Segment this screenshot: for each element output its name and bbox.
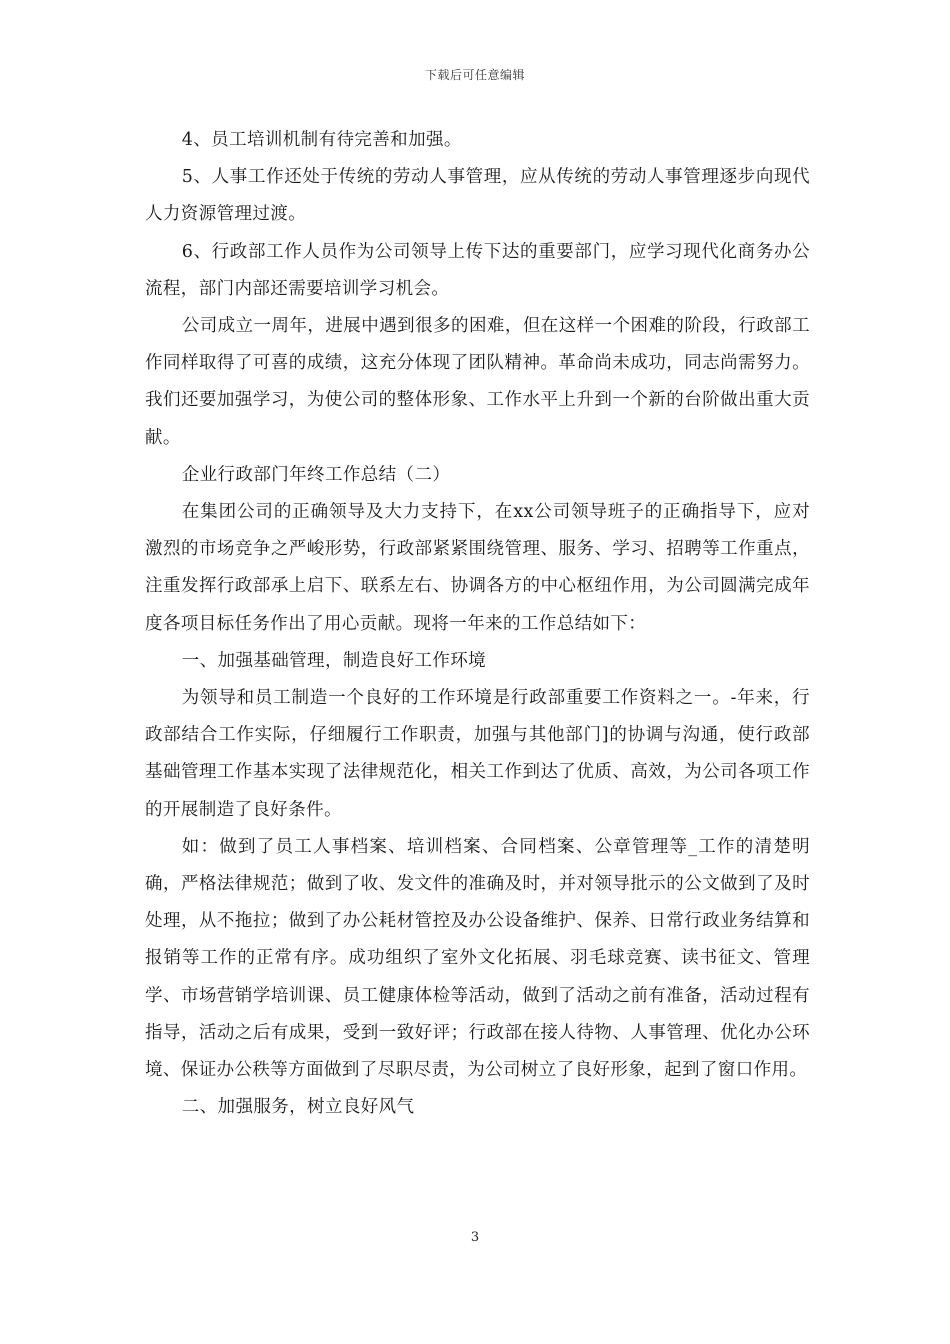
paragraph-item-4: 4、员工培训机制有待完善和加强。	[181, 130, 462, 150]
paragraph-item-6: 6、行政部工作人员作为公司领导上传下达的重要部门，应学习现代化商务办公流程，部门内部还需要培训学习机会。	[145, 241, 810, 299]
heading-section-2: 二、加强服务，树立良好风气	[181, 1097, 415, 1118]
paragraph-section-1-body: 为领导和员工制造一个良好的工作环境是行政部重要工作资料之一。-年来，行政部结合工作实际，仔细履行工作职责，加强与其他部门]的协调与沟通，使行政部基础管理工作基本实现了法律规范化，相关工作到达了优质、高效，为公司各项工作的开展制造了良好条件。	[145, 688, 810, 820]
heading-section-1: 一、加强基础管理，制造良好工作环境	[181, 650, 487, 671]
page-header: 下载后可任意编辑	[424, 68, 525, 82]
paragraph-intro: 在集团公司的正确领导及大力支持下，在xx公司领导班子的正确指导下，应对激烈的市场竞争之严峻形势，行政部紧紧围绕管理、服务、学习、招聘等工作重点，注重发挥行政部承上启下、联系左右、协调各方的中心枢纽作用，为公司圆满完成年度各项目标任务作出了用心贡献。现将一年来的工作总结如下：	[145, 502, 810, 634]
section-title: 企业行政部门年终工作总结（二）	[181, 464, 451, 485]
paragraph-conclusion: 公司成立一周年，进展中遇到很多的困难，但在这样一个困难的阶段，行政部工作同样取得了可喜的成绩，这充分体现了团队精神。革命尚未成功，同志尚需努力。我们还要加强学习，为使公司的整体形象、工作水平上升到一个新的台阶做出重大贡献。	[145, 316, 810, 448]
page-number: 3	[470, 1230, 480, 1245]
document-body	[145, 122, 810, 1126]
paragraph-section-1-examples: 如：做到了员工人事档案、培训档案、合同档案、公章管理等_工作的清楚明确，严格法律规范；做到了收、发文件的准确及时，并对领导批示的公文做到了及时处理，从不拖拉；做到了办公耗材管控及办公设备维护、保养、日常行政业务结算和报销等工作的正常有序。成功组织了室外文化拓展、羽毛球竞赛、读书征文、管理学、市场营销学培训课、员工健康体检等活动，做到了活动之前有准备，活动过程有指导，活动之后有成果，受到一致好评；行政部在接人待物、人事管理、优化办公环境、保证办公秩等方面做到了尽职尽责，为公司树立了良好形象，起到了窗口作用。	[145, 836, 810, 1081]
paragraph-item-5: 5、人事工作还处于传统的劳动人事管理，应从传统的劳动人事管理逐步向现代人力资源管理过渡。	[145, 167, 810, 225]
